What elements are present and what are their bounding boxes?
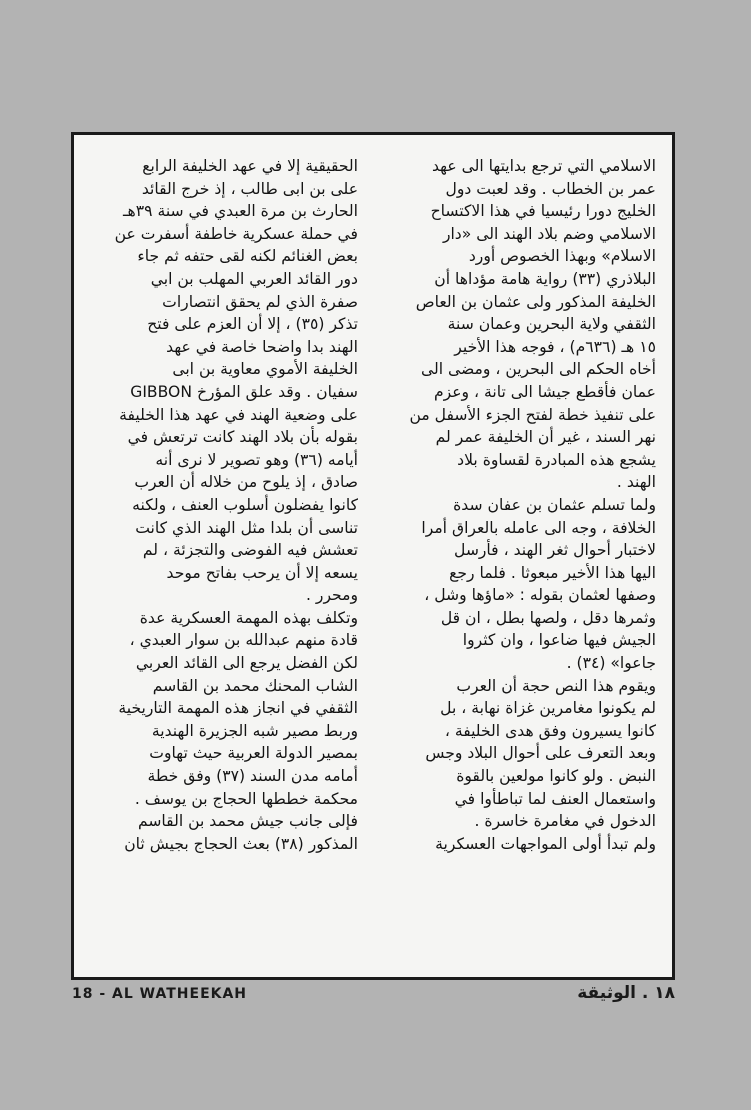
left-column-line: على وضعية الهند في عهد هذا الخليفة <box>119 405 358 424</box>
left-column-line: سفيان . وقد علق المؤرخ GIBBON <box>130 382 358 401</box>
right-column-line: أخاه الحكم الى البحرين ، ومضى الى <box>420 360 656 379</box>
left-column-line: تناسى أن بلدا مثل الهند الذي كانت <box>135 518 358 537</box>
right-column-line: النبض . ولو كانوا مولعين بالقوة <box>456 767 656 786</box>
left-column-line: صفرة الذي لم يحقق انتصارات <box>162 292 358 311</box>
left-column-line: الهند بدا واضحا خاصة في عهد <box>166 337 358 356</box>
right-column-line: الدخول في مغامرة خاسرة . <box>474 812 656 831</box>
left-column-line: فإلى جانب جيش محمد بن القاسم <box>137 812 358 831</box>
left-column-line: أمامه مدن السند (٣٧) وفق خطة <box>147 767 358 786</box>
text-column-left <box>92 155 358 855</box>
left-column-line: تعشش فيه الفوضى والتجزئة ، لم <box>142 541 358 560</box>
left-column-line: على بن ابى طالب ، إذ خرج القائد <box>141 179 358 198</box>
left-column-line: الشاب المحنك محمد بن القاسم <box>152 676 358 695</box>
right-column-line: لاختبار أحوال ثغر الهند ، فأرسل <box>454 541 656 560</box>
right-column-line: عمر بن الخطاب . وقد لعبت دول <box>445 179 656 198</box>
right-column-line: الخليفة المذكور ولى عثمان بن العاص <box>415 292 656 311</box>
left-column-line: وتكلف بهذه المهمة العسكرية عدة <box>139 608 358 627</box>
left-column-line: المذكور (٣٨) بعث الحجاج بجيش ثان <box>124 834 358 853</box>
right-column-line: البلاذري (٣٣) رواية هامة مؤداها أن <box>434 269 656 288</box>
left-column-line: الحقيقية إلا في عهد الخليفة الرابع <box>142 157 358 175</box>
left-column-line: في حملة عسكرية خاطفة أسفرت عن <box>114 224 358 243</box>
left-column-line: لكن الفضل يرجع الى القائد العربي <box>135 654 358 673</box>
left-column-line: بمصير الدولة العربية حيث تهاوت <box>149 744 358 763</box>
right-column-line: ولم تبدأ أولى المواجهات العسكرية <box>435 834 656 853</box>
right-column-line: ويقوم هذا النص حجة أن العرب <box>456 676 656 695</box>
right-column-line: وبعد التعرف على أحوال البلاد وجس <box>425 744 656 763</box>
right-column-line: الاسلامي التي ترجع بدايتها الى عهد <box>431 157 656 175</box>
right-column-line: كانوا يسيرون وفق هدى الخليفة ، <box>444 721 656 740</box>
page-frame <box>71 132 675 980</box>
left-column-line: الثقفي في انجاز هذه المهمة التاريخية <box>118 699 358 718</box>
right-column-line: نهر السند ، غير أن الخليفة عمر لم <box>435 428 656 447</box>
left-column-line: الخليفة الأموي معاوية بن ابى <box>172 360 358 379</box>
right-column-line: وثمرها دقل ، ولصها بطل ، ان قل <box>440 608 656 627</box>
left-column-line: بقوله بأن بلاد الهند كانت ترتعش في <box>127 428 358 447</box>
right-column-line: ولما تسلم عثمان بن عفان سدة <box>453 495 656 514</box>
left-column-line: يسعه إلا أن يرحب بفاتح موحد <box>166 563 358 582</box>
left-column-line: دور القائد العربي المهلب بن ابي <box>150 269 358 288</box>
left-column-line: صادق ، إذ يلوح من خلاله أن العرب <box>134 473 358 492</box>
left-column-line: وربط مصير شبه الجزيرة الهندية <box>151 721 358 740</box>
left-column-line: ومحرر . <box>306 586 358 605</box>
left-column-line: محكمة خططها الحجاج بن يوسف . <box>134 789 358 808</box>
right-column-line: وصفها لعثمان بقوله : «ماؤها وشل ، <box>424 586 656 605</box>
right-column-line: واستعمال العنف لما تباطأوا في <box>454 789 656 808</box>
right-column-line: اليها هذا الأخير مبعوثا . فلما رجع <box>449 563 656 582</box>
left-column-line: كانوا يفضلون أسلوب العنف ، ولكنه <box>132 495 358 514</box>
footer-page-label-arabic: ١٨ . الوثيقة <box>577 983 675 1003</box>
left-column-line: بعض الغنائم لكنه لقى حتفه ثم جاء <box>137 247 358 266</box>
right-column-line: على تنفيذ خطة لفتح الجزء الأسفل من <box>409 405 656 424</box>
left-column-line: قادة منهم عبدالله بن سوار العبدي ، <box>129 631 358 650</box>
right-column-line: عمان فأقطع جيشا الى تانة ، وعزم <box>433 382 656 401</box>
right-column-line: لم يكونوا مغامرين غزاة نهابة ، بل <box>440 699 656 718</box>
right-column-line: الثقفي ولاية البحرين وعمان سنة <box>447 315 656 334</box>
left-column-line: أيامه (٣٦) وهو تصوير لا نرى أنه <box>155 450 358 469</box>
text-column-right <box>392 155 656 855</box>
right-column-line: جاعوا» (٣٤) . <box>566 654 656 673</box>
right-column-line: الاسلام» وبهذا الخصوص أورد <box>468 247 656 266</box>
right-column-line: الاسلامي وضم بلاد الهند الى «دار <box>442 224 656 243</box>
right-column-line: الهند . <box>616 473 656 492</box>
right-column-line: الجيش فيها ضاعوا ، وان كثروا <box>462 631 656 650</box>
left-column-line: الحارث بن مرة العبدي في سنة ٣٩هـ <box>122 202 358 221</box>
footer-page-label-latin: 18 - AL WATHEEKAH <box>72 986 248 1002</box>
right-column-line: يشجع هذه المبادرة لقساوة بلاد <box>457 450 656 469</box>
right-column-line: الخلافة ، وجه الى عامله بالعراق أمرا <box>421 518 656 537</box>
right-column-line: ١٥ هـ (٦٣٦م) ، فوجه هذا الأخير <box>454 337 656 356</box>
left-column-line: تذكر (٣٥) ، إلا أن العزم على فتح <box>147 315 358 334</box>
right-column-line: الخليج دورا رئيسيا في هذا الاكتساح <box>430 202 656 221</box>
